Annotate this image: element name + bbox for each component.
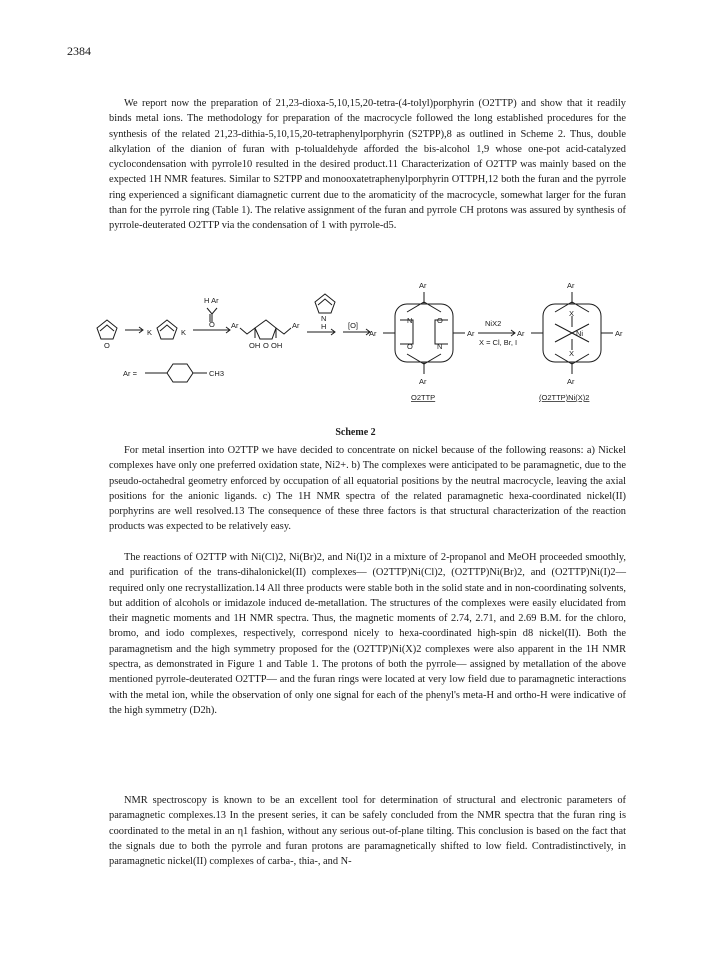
scheme-caption: Scheme 2 xyxy=(335,427,376,438)
scheme-label-ar-bottom1: Ar xyxy=(419,377,427,386)
scheme-label-nix2: NiX2 xyxy=(485,319,502,328)
scheme-label-ar-left2: Ar xyxy=(517,329,525,338)
scheme-label-k2: K xyxy=(181,328,187,337)
scheme-2-diagram xyxy=(95,272,640,422)
scheme-label-porphyrin-o-bottom: O xyxy=(407,342,413,351)
scheme-label-oh2: OH xyxy=(271,341,283,350)
scheme-label-complex: (O2TTP)Ni(X)2 xyxy=(539,393,590,402)
scheme-label-ar-top2: Ar xyxy=(567,281,575,290)
scheme-label-porphyrin-n-top: N xyxy=(407,316,413,325)
scheme-label-porphyrin-o-top: O xyxy=(437,316,443,325)
scheme-label-oxidation: [O] xyxy=(348,321,359,330)
scheme-label-ch3: CH3 xyxy=(209,369,225,378)
scheme-label-alcohol-o: O xyxy=(263,341,269,350)
scheme-label-aldehyde-o: O xyxy=(209,320,215,329)
scheme-label-ar-definition: Ar = xyxy=(123,369,137,378)
scheme-label-ar-bottom2: Ar xyxy=(567,377,575,386)
scheme-label-x-definition: X = Cl, Br, I xyxy=(479,338,518,347)
scheme-label-ar-left: Ar xyxy=(231,321,239,330)
scheme-label-h: H xyxy=(321,322,327,331)
scheme-label-furan-o: O xyxy=(104,341,110,350)
paragraph-intro: We report now the preparation of 21,23-dioxa-5,10,15,20-tetra-(4-tolyl)porphyrin (O2TTP) and show that it readily binds metal ions. The methodology for preparation of the macrocycle followed the long established procedures for the synthesis of the related 21,23-dithia-5,10,15,20-tetraphenylporphyrin (S2TPP),8 as outlined in Scheme 2. Thus, double alkylation of the dianion of furan with p-tolualdehyde afforded the bis-alcohol 1,9 whose one-pot acid-catalyzed cyclocondensation with pyrrole10 resulted in the desired product.11 Characterization of O2TTP was mainly based on the expected 1H NMR features. Similar to S2TPP and monooxatetraphenylporphyrin OTTPH,12 both the furan and the pyrrole ring experienced a significant diamagnetic current due to the aromaticity of the macrocycle, somewhat larger for the furan than for the pyrrole ring (Table 1). The relative assignment of the furan and pyrrole CH protons was assured by synthesis of pyrrole-deuterated O2TTP via the condensation of 1 with pyrrole-d5. xyxy=(109,98,626,232)
scheme-label-oh1: OH xyxy=(249,341,261,350)
scheme-label-n: N xyxy=(321,314,327,323)
paragraph-metal-insertion: For metal insertion into O2TTP we have decided to concentrate on nickel because of the following reasons: a) Nickel complexes have only one preferred oxidation state, Ni2+. b) The complexes were anticipated to be paramagnetic, due to the pseudo-octahedral geometry enforced by occupation of all equatorial positions by the neutral macrocycle, leaving the axial positions for the anionic ligands. c) The 1H NMR spectra of the related paramagnetic hexa-coordinated nickel(II) porphyrins are well resolved.13 The consequence of these three factors is that structural characterization of the reaction products was expected to be relatively easy. xyxy=(109,445,626,533)
scheme-label-ar-right2: Ar xyxy=(615,329,623,338)
scheme-label-x-top: X xyxy=(569,309,575,318)
scheme-label-ar-top1: Ar xyxy=(419,281,427,290)
paragraph-nmr: NMR spectroscopy is known to be an excellent tool for determination of structural and electronic parameters of paramagnetic complexes.13 In the present series, it can be safely concluded from the NMR spectra that the furan ring is coordinated to the metal in an η1 fashion, without any serious out-of-plane tilting. This conclusion is based on the fact that the signals due to both the pyrrole and furan protons are paramagnetically shifted to low field. Contradistinctively, in paramagnetic nickel(II) complexes of carba-, thia-, and N- xyxy=(109,795,626,868)
scheme-label-h-ar: H Ar xyxy=(204,296,219,305)
scheme-label-o2ttp: O2TTP xyxy=(411,393,436,402)
scheme-label-x-bottom: X xyxy=(569,349,575,358)
scheme-label-ar-right1: Ar xyxy=(467,329,475,338)
scheme-label-ar-right: Ar xyxy=(292,321,300,330)
scheme-label-ar-left1: Ar xyxy=(369,329,377,338)
page-number: 2384 xyxy=(67,44,91,58)
scheme-label-k1: K xyxy=(147,328,153,337)
paragraph-reactions: The reactions of O2TTP with Ni(Cl)2, Ni(Br)2, and Ni(I)2 in a mixture of 2-propanol and MeOH proceeded smoothly, and purification of the trans-dihalonickel(II) complexes— (O2TTP)Ni(Cl)2, (O2TTP)Ni(Br)2, and (O2TTP)Ni(I)2— required only one recrystallization.14 All three products were stable both in the solid state and in non-coordinating solvents, but addition of alcohols or imidazole induced de-metallation. The structures of the complexes were easily elucidated from their magnetic moments and 1H NMR spectra. Thus, the magnetic moments of 2.74, 2.71, and 2.69 B.M. for the chloro, bromo, and iodo complexes, respectively, correspond nicely to hexa-coordinated high-spin d8 nickel(II). Both the paramagnetism and the high symmetry proposed for the (O2TTP)Ni(X)2 complexes were also apparent in the 1H NMR spectra, as demonstrated in Figure 1 and Table 1. The protons of both the pyrrole— assigned by metallation of the above mentioned pyrrole-deuterated O2TTP— and the furan rings were located at very low field due to paramagnetic interactions with the metal ion, while the observation of only one signal for each of the phenyl's meta-H and ortho-H were indicative of the high symmetry (D2h). xyxy=(109,552,626,716)
scheme-label-porphyrin-n-bottom: N xyxy=(437,342,443,351)
scheme-label-ni: Ni xyxy=(576,329,584,338)
